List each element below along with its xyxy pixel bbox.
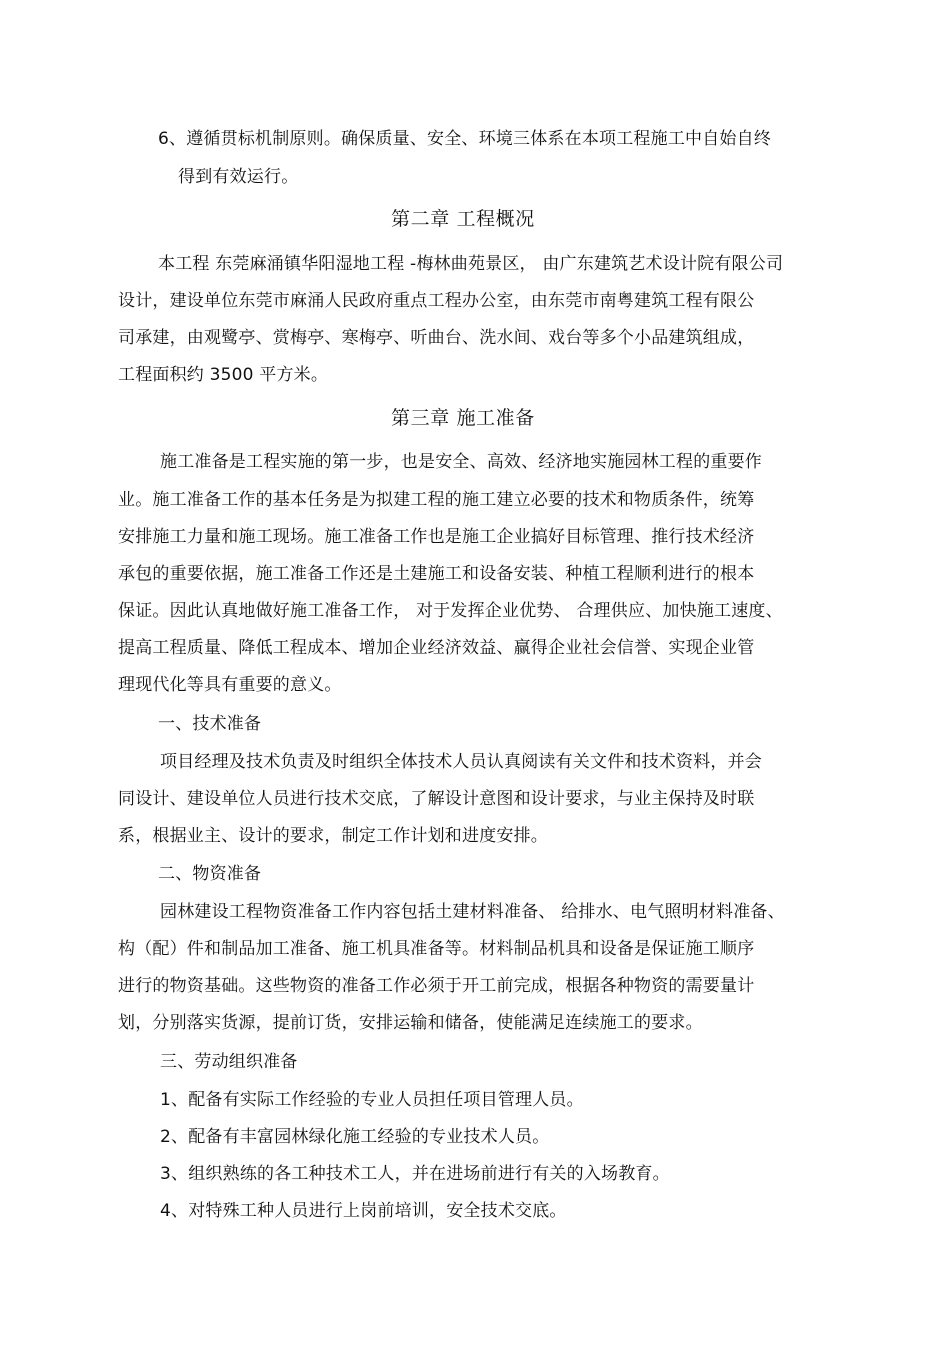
chapter-3-paragraph-line: 业。施工准备工作的基本任务是为拟建工程的施工建立必要的技术和物质条件，统筹 <box>118 490 755 510</box>
chapter-3-paragraph-line: 理现代化等具有重要的意义。 <box>118 675 342 695</box>
section-material-prep-line: 进行的物资基础。这些物资的准备工作必须于开工前完成，根据各种物资的需要量计 <box>118 976 755 996</box>
chapter-3-paragraph-line: 施工准备是工程实施的第一步，也是安全、高效、经济地实施园林工程的重要作 <box>160 452 762 472</box>
chapter-2-title: 第二章 工程概况 <box>391 208 535 230</box>
section-material-prep-line: 构（配）件和制品加工准备、施工机具准备等。材料制品机具和设备是保证施工顺序 <box>118 939 755 959</box>
labor-prep-list-item: 3、组织熟练的各工种技术工人，并在进场前进行有关的入场教育。 <box>160 1164 670 1184</box>
chapter-3-title: 第三章 施工准备 <box>391 407 535 429</box>
chapter-2-paragraph-line: 设计，建设单位东莞市麻涌人民政府重点工程办公室，由东莞市南粤建筑工程有限公 <box>118 291 755 311</box>
chapter-2-paragraph-line: 本工程 东莞麻涌镇华阳湿地工程 -梅林曲苑景区， 由广东建筑艺术设计院有限公司 <box>158 254 784 274</box>
chapter-2-paragraph-line: 工程面积约 3500 平方米。 <box>118 365 329 385</box>
principle-6-line-1: 6、遵循贯标机制原则。确保质量、安全、环境三体系在本项工程施工中自始自终 <box>158 129 772 149</box>
chapter-3-paragraph-line: 保证。因此认真地做好施工准备工作， 对于发挥企业优势、 合理供应、加快施工速度、 <box>118 601 783 621</box>
section-material-prep-title: 二、物资准备 <box>158 864 262 884</box>
chapter-3-paragraph-line: 承包的重要依据，施工准备工作还是土建施工和设备安装、种植工程顺利进行的根本 <box>118 564 755 584</box>
section-technical-prep-line: 系，根据业主、设计的要求，制定工作计划和进度安排。 <box>118 826 548 846</box>
chapter-3-paragraph-line: 提高工程质量、降低工程成本、增加企业经济效益、赢得企业社会信誉、实现企业管 <box>118 638 755 658</box>
labor-prep-list-item: 4、对特殊工种人员进行上岗前培训，安全技术交底。 <box>160 1201 567 1221</box>
section-technical-prep-line: 同设计、建设单位人员进行技术交底，了解设计意图和设计要求，与业主保持及时联 <box>118 789 755 809</box>
section-technical-prep-line: 项目经理及技术负责及时组织全体技术人员认真阅读有关文件和技术资料，并会 <box>160 752 762 772</box>
labor-prep-list-item: 1、配备有实际工作经验的专业人员担任项目管理人员。 <box>160 1090 584 1110</box>
section-material-prep-line: 划，分别落实货源，提前订货，安排运输和储备，使能满足连续施工的要求。 <box>118 1013 703 1033</box>
chapter-3-paragraph-line: 安排施工力量和施工现场。施工准备工作也是施工企业搞好目标管理、推行技术经济 <box>118 527 755 547</box>
section-material-prep-line: 园林建设工程物资准备工作内容包括土建材料准备、 给排水、电气照明材料准备、 <box>160 902 785 922</box>
chapter-2-paragraph-line: 司承建，由观鹭亭、赏梅亭、寒梅亭、听曲台、洗水间、戏台等多个小品建筑组成， <box>118 328 755 348</box>
labor-prep-list-item: 2、配备有丰富园林绿化施工经验的专业技术人员。 <box>160 1127 550 1147</box>
section-technical-prep-title: 一、技术准备 <box>158 714 262 734</box>
principle-6-line-2: 得到有效运行。 <box>178 167 299 187</box>
section-labor-prep-title: 三、劳动组织准备 <box>160 1052 298 1072</box>
